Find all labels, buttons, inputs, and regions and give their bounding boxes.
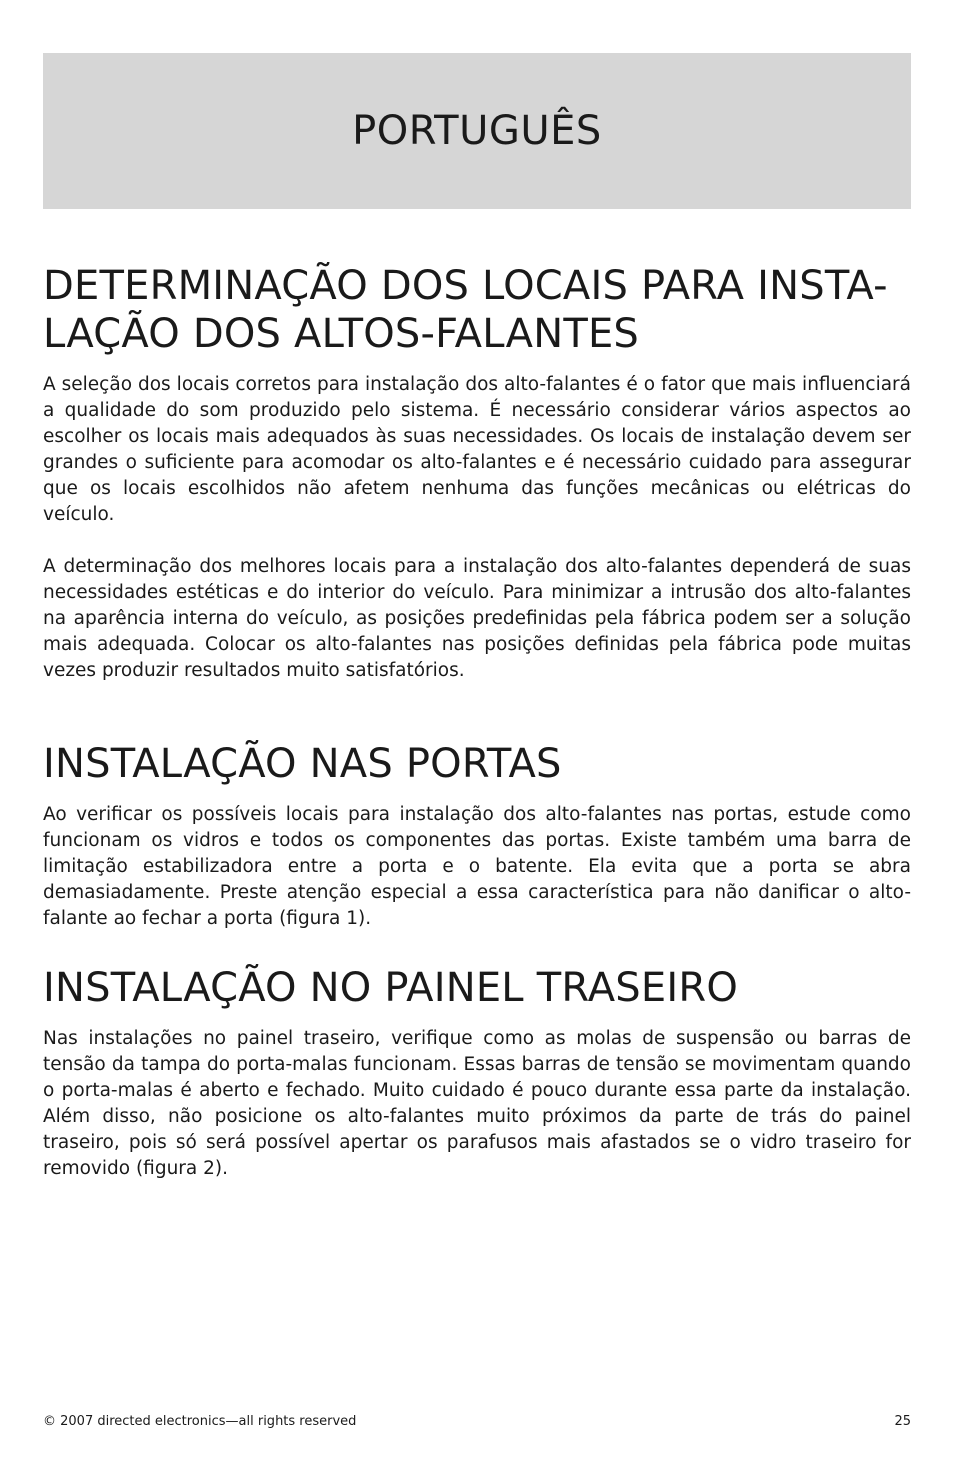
language-title: PORTUGUÊS bbox=[352, 108, 602, 154]
section-heading: DETERMINAÇÃO DOS LOCAIS PARA INSTA-LAÇÃO DOS ALTOS-FALANTES bbox=[43, 263, 888, 357]
body-paragraph: A determinação dos melhores locais para a instalação dos alto-falantes dependerá de suas necessidades estéticas e do interior do veículo. Para minimizar a intrusão dos alto-falantes na aparência interna do veículo, as posições predefinidas pela fábrica podem ser a solução mais adequada. Colocar os alto-falantes nas posições definidas pela fábrica pode muitas vezes produzir resultados muito satisfatórios. bbox=[43, 556, 911, 681]
section-heading: INSTALAÇÃO NAS PORTAS bbox=[43, 741, 562, 787]
section-rear-deck-installation bbox=[43, 964, 911, 1182]
copyright-text: © 2007 directed electronics—all rights reserved bbox=[43, 1414, 357, 1429]
section-door-installation bbox=[43, 740, 911, 932]
section-heading: INSTALAÇÃO NO PAINEL TRASEIRO bbox=[43, 965, 738, 1011]
page-footer bbox=[43, 1414, 911, 1429]
page-number: 25 bbox=[894, 1414, 911, 1429]
main-content bbox=[43, 262, 911, 1182]
body-paragraph: Nas instalações no painel traseiro, verifique como as molas de suspensão ou barras de tensão da tampa do porta-malas funcionam. Essas barras de tensão se movimentam quando o porta-malas é aberto e fechado. Muito cuidado é pouco durante essa parte da instalação. Além disso, não posicione os alto-falantes muito próximos da parte de trás do painel traseiro, pois só será possível apertar os parafusos mais afastados se o vidro traseiro for removido (figura 2). bbox=[43, 1028, 911, 1179]
language-banner bbox=[43, 53, 911, 209]
section-speaker-locations bbox=[43, 262, 911, 684]
body-paragraph: Ao verificar os possíveis locais para instalação dos alto-falantes nas portas, estude como funcionam os vidros e todos os componentes das portas. Existe também uma barra de limitação estabilizadora entre a porta e o batente. Ela evita que a porta se abra demasiadamente. Preste atenção especial a essa característica para não danificar o alto-falante ao fechar a porta (figura 1). bbox=[43, 804, 911, 929]
body-paragraph: A seleção dos locais corretos para instalação dos alto-falantes é o fator que mais influenciará a qualidade do som produzido pelo sistema. É necessário considerar vários aspectos ao escolher os locais mais adequados às suas necessidades. Os locais de instalação devem ser grandes o suficiente para acomodar os alto-falantes e é necessário cuidado para assegurar que os locais escolhidos não afetem nenhuma das funções mecânicas ou elétricas do veículo. bbox=[43, 374, 911, 525]
